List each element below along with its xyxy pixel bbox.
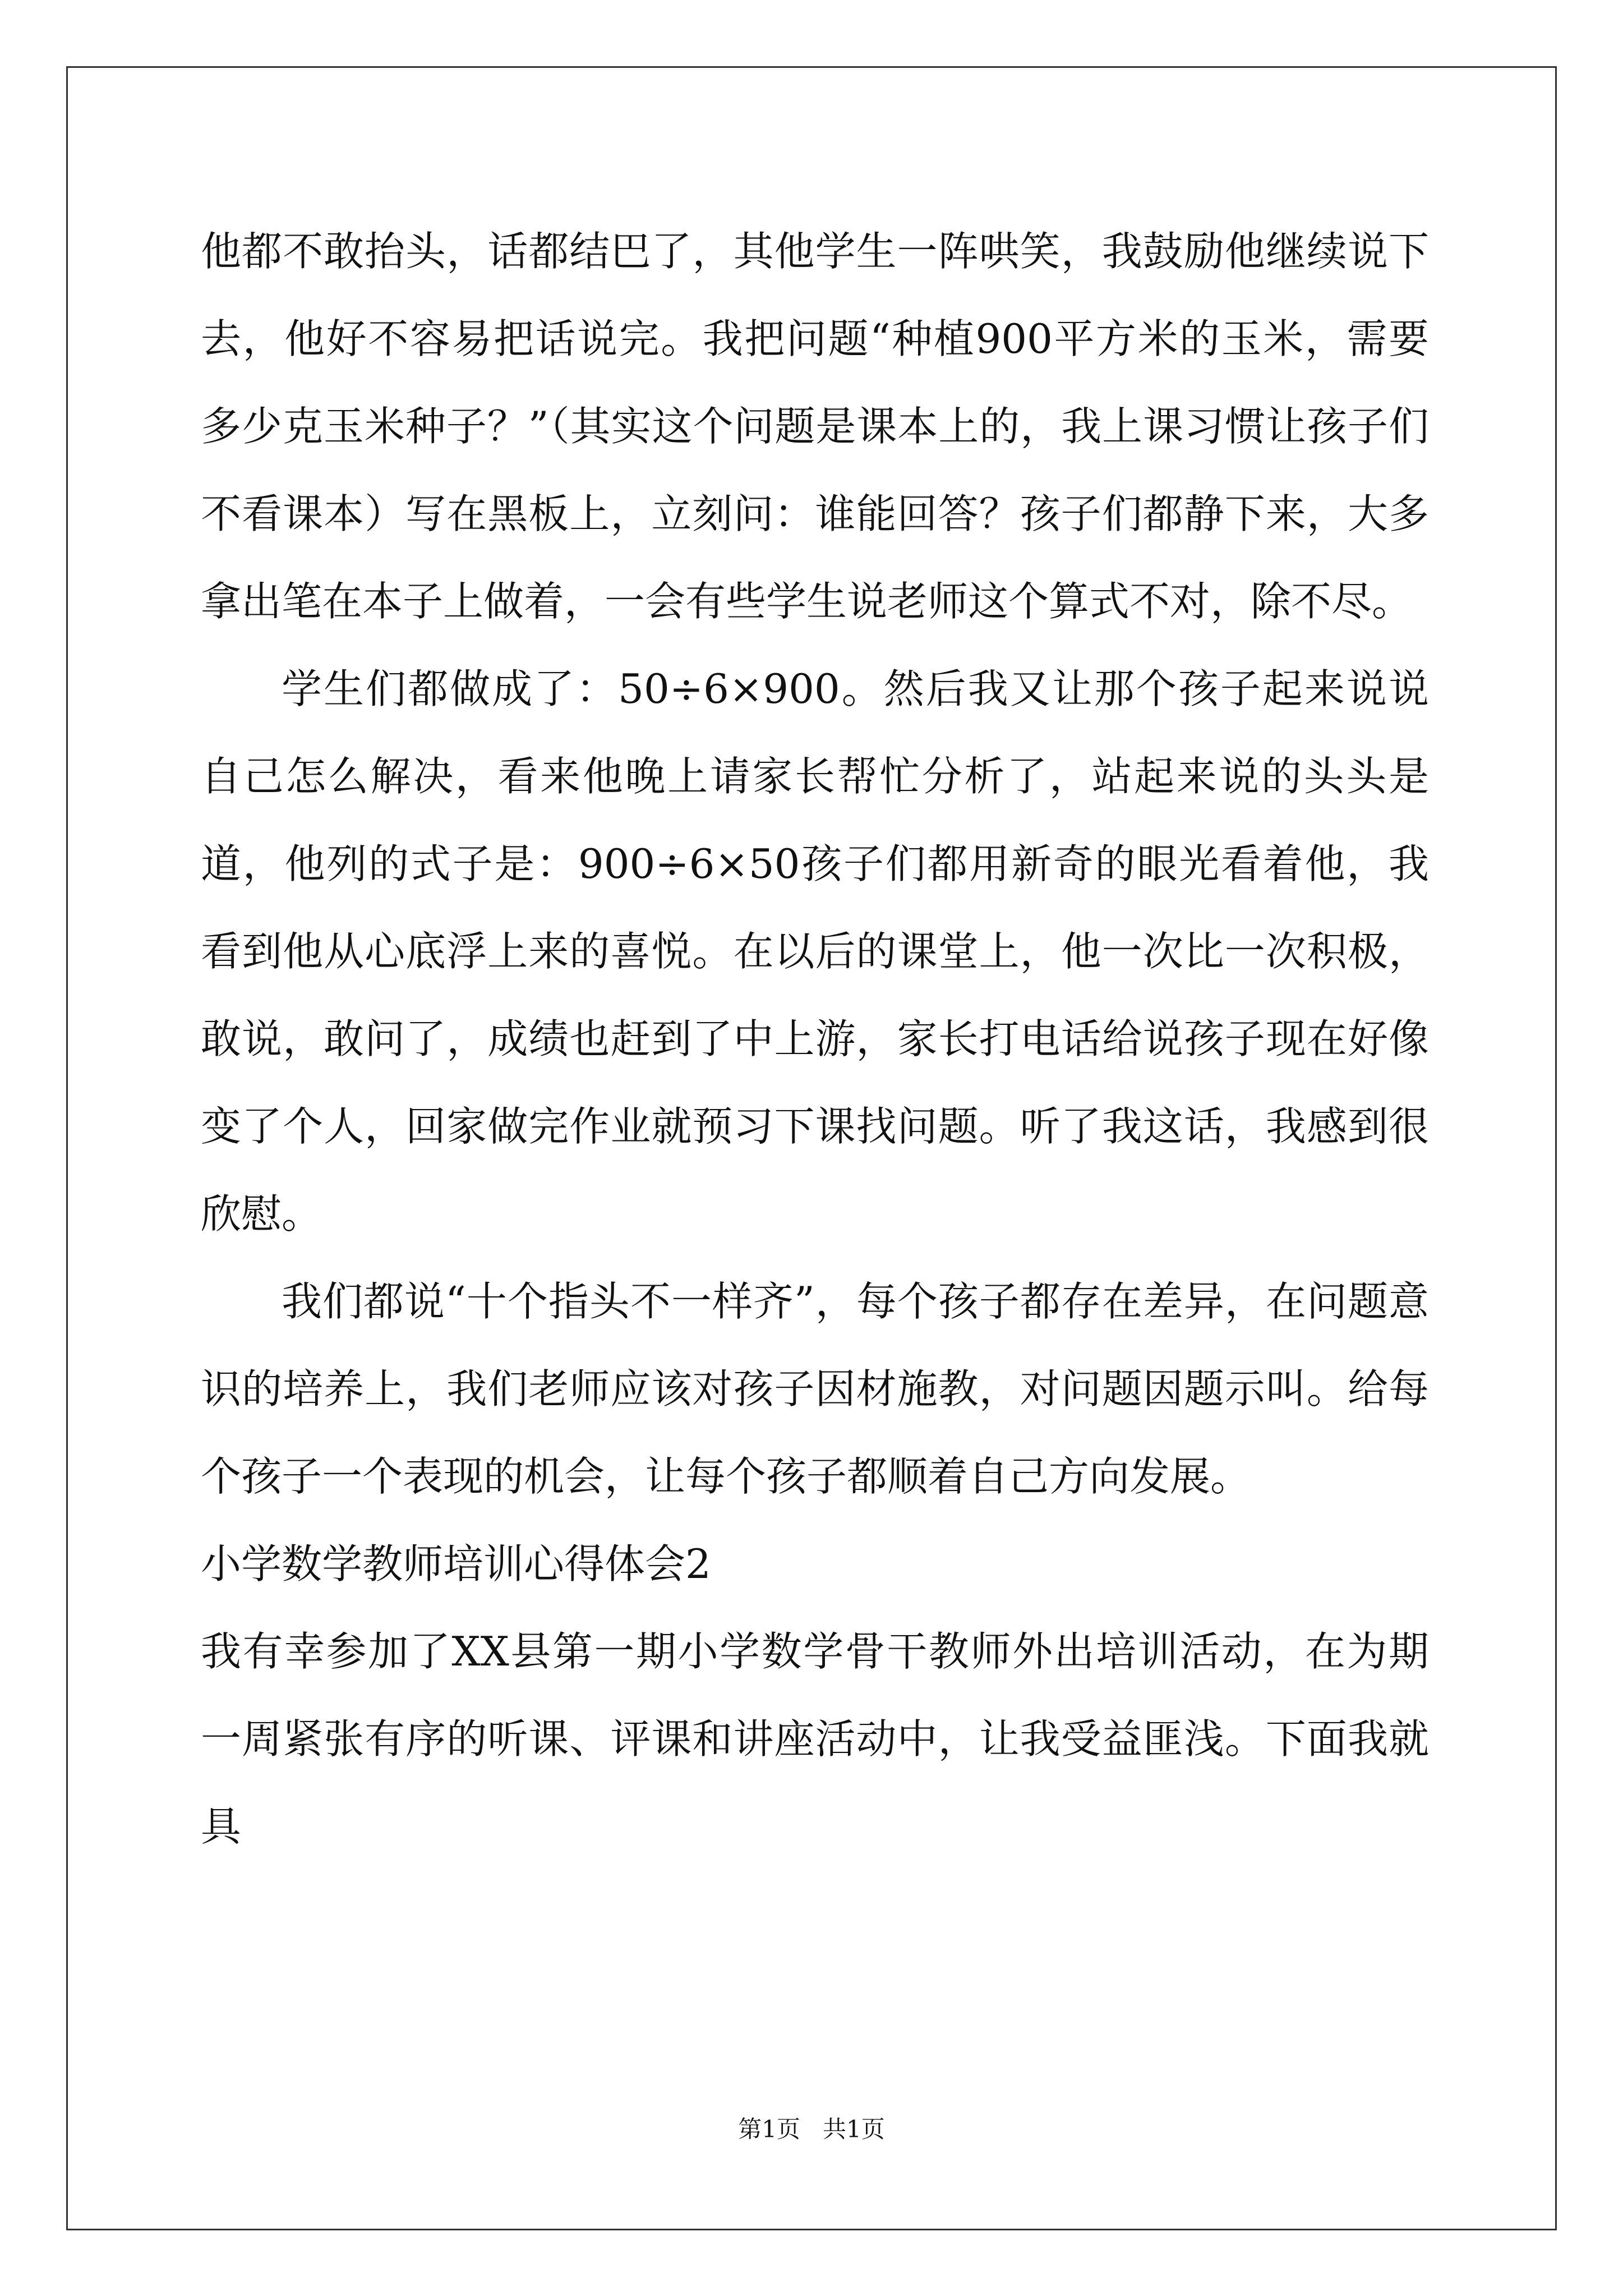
- paragraph-4: 我有幸参加了XX县第一期小学数学骨干教师外出培训活动，在为期一周紧张有序的听课、评课和讲座活动中，让我受益匪浅。下面我就具: [201, 1628, 1429, 1850]
- paragraph-1: 他都不敢抬头，话都结巴了，其他学生一阵哄笑，我鼓励他继续说下去，他好不容易把话说完。我把问题“种植900平方米的玉米，需要多少克玉米种子？”（其实这个问题是课本上的，我上课习惯让孩子们不看课本）写在黑板上，立刻问：谁能回答？孩子们都静下来，大多拿出笔在本子上做着，一会有些学生说老师这个算式不对，除不尽。: [201, 228, 1429, 625]
- paragraph-2: 学生们都做成了：50÷6×900。然后我又让那个孩子起来说说自己怎么解决，看来他晚上请家长帮忙分析了，站起来说的头头是道，他列的式子是：900÷6×50孩子们都用新奇的眼光看着他，我看到他从心底浮上来的喜悦。在以后的课堂上，他一次比一次积极，敢说，敢问了，成绩也赶到了中上游，家长打电话给说孩子现在好像变了个人，回家做完作业就预习下课找问题。听了我这话，我感到很欣慰。: [201, 665, 1429, 1237]
- section-heading: 小学数学教师培训心得体会2: [201, 1540, 711, 1588]
- paragraph-3: 我们都说“十个指头不一样齐”，每个孩子都存在差异，在问题意识的培养上，我们老师应该对孩子因材施教，对问题因题示叫。给每个孩子一个表现的机会，让每个孩子都顺着自己方向发展。: [201, 1278, 1429, 1500]
- document-body: [201, 208, 1429, 1870]
- page-footer: 第1页 共1页: [738, 2115, 885, 2143]
